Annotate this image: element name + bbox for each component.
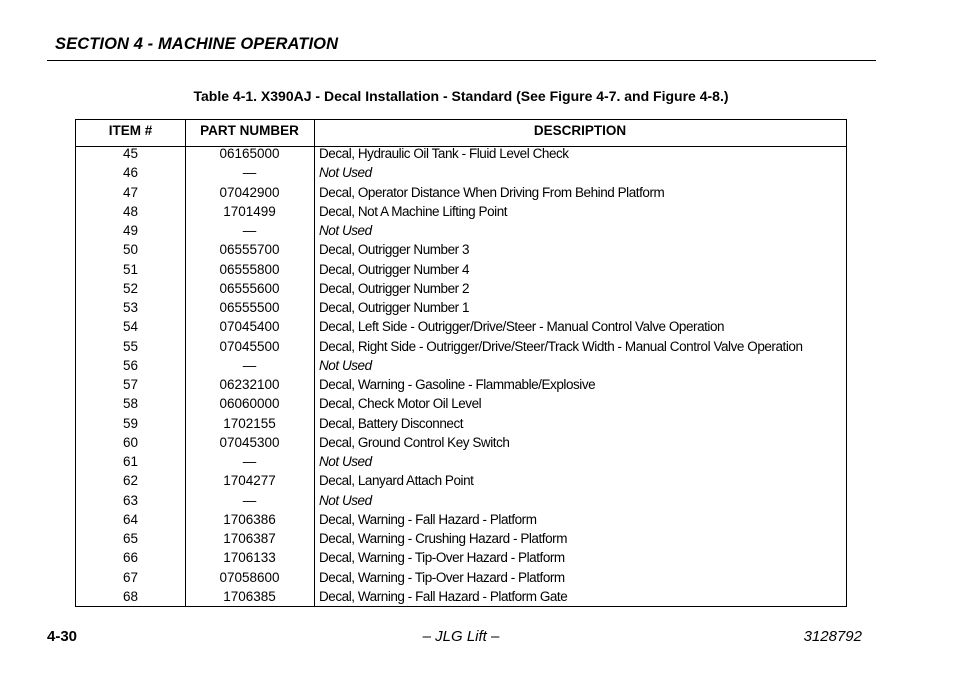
description-cell: Decal, Outrigger Number 2 bbox=[319, 280, 470, 296]
table-row bbox=[76, 262, 846, 281]
part-number-cell: 1702155 bbox=[223, 415, 276, 431]
page-number: 4-30 bbox=[47, 628, 78, 645]
table-row bbox=[76, 319, 846, 338]
document-number: 3128792 bbox=[803, 628, 862, 645]
item-number-cell: 68 bbox=[122, 588, 139, 604]
part-number-cell: 07045500 bbox=[219, 338, 280, 354]
part-number-cell: 1701499 bbox=[223, 203, 276, 219]
item-number-cell: 59 bbox=[122, 415, 139, 431]
table-row bbox=[76, 377, 846, 396]
column-header-part-number: PART NUMBER bbox=[185, 120, 314, 147]
part-number-cell: 07058600 bbox=[219, 569, 280, 585]
table-row bbox=[76, 435, 846, 454]
description-cell: Not Used bbox=[319, 165, 372, 181]
table-row bbox=[76, 242, 846, 261]
description-cell: Decal, Operator Distance When Driving From Behind Platform bbox=[319, 184, 665, 200]
table-row bbox=[76, 339, 846, 358]
item-number-cell: 58 bbox=[122, 396, 139, 412]
decal-table bbox=[75, 119, 847, 607]
part-number-cell: 1706385 bbox=[223, 588, 276, 604]
column-header-item: ITEM # bbox=[76, 120, 185, 147]
table-row bbox=[76, 281, 846, 300]
part-number-cell: — bbox=[242, 492, 257, 508]
part-number-cell: 07042900 bbox=[219, 184, 280, 200]
item-number-cell: 52 bbox=[122, 280, 139, 296]
header-divider bbox=[47, 60, 876, 61]
part-number-cell: 1706133 bbox=[223, 550, 276, 566]
description-cell: Decal, Ground Control Key Switch bbox=[319, 434, 510, 450]
part-number-cell: — bbox=[242, 454, 257, 469]
table-row bbox=[76, 223, 846, 242]
item-number-cell: 56 bbox=[122, 357, 139, 373]
table-row bbox=[76, 204, 846, 223]
item-number-cell: 66 bbox=[122, 550, 139, 566]
item-number-cell: 63 bbox=[122, 492, 139, 508]
part-number-cell: 06165000 bbox=[219, 146, 280, 161]
table-row bbox=[76, 454, 846, 473]
description-cell: Not Used bbox=[319, 223, 372, 238]
table-row bbox=[76, 358, 846, 377]
footer-brand: – JLG Lift – bbox=[422, 628, 500, 645]
section-title: SECTION 4 - MACHINE OPERATION bbox=[55, 35, 339, 53]
item-number-cell: 49 bbox=[122, 223, 139, 238]
table-row bbox=[76, 550, 846, 569]
item-number-cell: 67 bbox=[122, 569, 139, 585]
description-cell: Decal, Warning - Crushing Hazard - Platform bbox=[319, 531, 567, 546]
part-number-cell: 06555700 bbox=[219, 242, 280, 258]
part-number-cell: 1706387 bbox=[223, 531, 276, 546]
part-number-cell: 07045300 bbox=[219, 434, 280, 450]
part-number-cell: 06555600 bbox=[219, 280, 280, 296]
item-number-cell: 60 bbox=[122, 434, 139, 450]
item-number-cell: 61 bbox=[122, 454, 139, 469]
description-cell: Decal, Outrigger Number 1 bbox=[319, 300, 470, 315]
table-row bbox=[76, 416, 846, 435]
table-row bbox=[76, 300, 846, 319]
table-caption: Table 4-1. X390AJ - Decal Installation - Standard (See Figure 4-7. and Figure 4-8.) bbox=[193, 88, 729, 104]
description-cell: Decal, Lanyard Attach Point bbox=[319, 473, 474, 489]
part-number-cell: 1704277 bbox=[223, 473, 276, 489]
item-number-cell: 62 bbox=[122, 473, 139, 489]
part-number-cell: — bbox=[242, 165, 257, 181]
description-cell: Decal, Warning - Fall Hazard - Platform Gate bbox=[319, 588, 568, 604]
description-cell: Decal, Not A Machine Lifting Point bbox=[319, 203, 508, 219]
table-row bbox=[76, 165, 846, 184]
description-cell: Decal, Right Side - Outrigger/Drive/Steer/Track Width - Manual Control Valve Operation bbox=[319, 338, 803, 354]
part-number-cell: 06232100 bbox=[219, 377, 280, 392]
table-body bbox=[76, 146, 846, 608]
description-cell: Not Used bbox=[319, 357, 372, 373]
item-number-cell: 45 bbox=[122, 146, 139, 161]
table-row bbox=[76, 531, 846, 550]
description-cell: Decal, Warning - Fall Hazard - Platform bbox=[319, 511, 537, 527]
table-row bbox=[76, 146, 846, 165]
item-number-cell: 51 bbox=[122, 261, 139, 277]
part-number-cell: — bbox=[242, 357, 257, 373]
table-row bbox=[76, 493, 846, 512]
description-cell: Decal, Outrigger Number 4 bbox=[319, 261, 470, 277]
part-number-cell: 06060000 bbox=[219, 396, 280, 412]
description-cell: Decal, Battery Disconnect bbox=[319, 415, 464, 431]
item-number-cell: 47 bbox=[122, 184, 139, 200]
table-row bbox=[76, 396, 846, 415]
part-number-cell: 06555500 bbox=[219, 300, 280, 315]
item-number-cell: 54 bbox=[122, 319, 139, 335]
table-row bbox=[76, 512, 846, 531]
item-number-cell: 57 bbox=[122, 377, 139, 392]
item-number-cell: 50 bbox=[122, 242, 139, 258]
item-number-cell: 53 bbox=[122, 300, 139, 315]
item-number-cell: 64 bbox=[122, 511, 139, 527]
item-number-cell: 65 bbox=[122, 531, 139, 546]
table-row bbox=[76, 589, 846, 608]
description-cell: Decal, Check Motor Oil Level bbox=[319, 396, 482, 412]
description-cell: Decal, Warning - Gasoline - Flammable/Explosive bbox=[319, 377, 596, 392]
part-number-cell: 07045400 bbox=[219, 319, 280, 335]
item-number-cell: 48 bbox=[122, 203, 139, 219]
item-number-cell: 46 bbox=[122, 165, 139, 181]
part-number-cell: 1706386 bbox=[223, 511, 276, 527]
description-cell: Decal, Left Side - Outrigger/Drive/Steer - Manual Control Valve Operation bbox=[319, 319, 725, 335]
table-row bbox=[76, 570, 846, 589]
description-cell: Decal, Warning - Tip-Over Hazard - Platform bbox=[319, 569, 565, 585]
table-row bbox=[76, 185, 846, 204]
table-row bbox=[76, 473, 846, 492]
part-number-cell: 06555800 bbox=[219, 261, 280, 277]
part-number-cell: — bbox=[242, 223, 257, 238]
description-cell: Decal, Outrigger Number 3 bbox=[319, 242, 470, 258]
description-cell: Not Used bbox=[319, 454, 372, 469]
column-header-description: DESCRIPTION bbox=[314, 120, 846, 147]
description-cell: Not Used bbox=[319, 492, 372, 508]
description-cell: Decal, Warning - Tip-Over Hazard - Platform bbox=[319, 550, 565, 566]
description-cell: Decal, Hydraulic Oil Tank - Fluid Level Check bbox=[319, 146, 569, 161]
item-number-cell: 55 bbox=[122, 338, 139, 354]
